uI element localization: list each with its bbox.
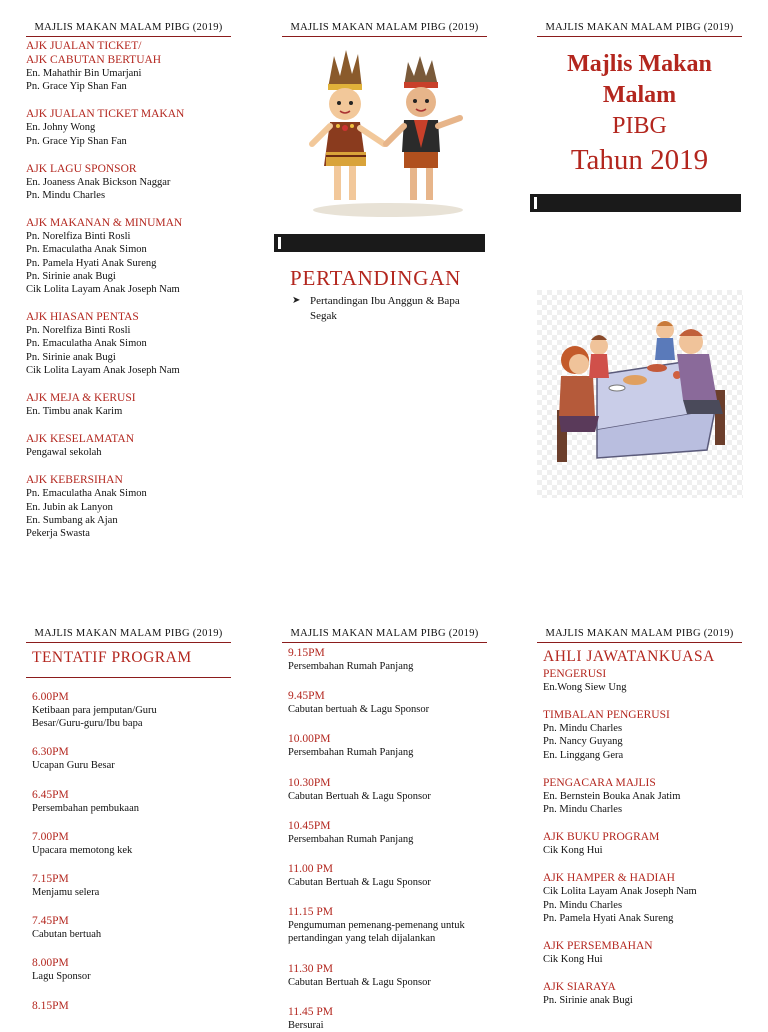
program-desc: Persembahan Rumah Panjang bbox=[288, 747, 414, 759]
member-name: Pengawal sekolah bbox=[26, 447, 102, 459]
program-time: 7.15PM bbox=[32, 873, 69, 886]
program-desc: Pengumuman pemenang-pemenang untuk bbox=[288, 920, 465, 932]
program-item bbox=[288, 689, 487, 716]
committee-section bbox=[543, 776, 742, 816]
program-item bbox=[288, 776, 487, 803]
children-costume-illustration bbox=[300, 48, 475, 220]
program-title: TENTATIF PROGRAM bbox=[26, 649, 231, 678]
member-name: Pn. Mindu Charles bbox=[543, 723, 623, 735]
member-name: Pn. Mindu Charles bbox=[543, 804, 623, 816]
section-title: AJK PERSEMBAHAN bbox=[543, 940, 653, 953]
member-name: En. Timbu anak Karim bbox=[26, 406, 123, 418]
section-title: AJK HIASAN PENTAS bbox=[26, 311, 139, 324]
committee-section bbox=[543, 830, 742, 857]
committee-section bbox=[26, 432, 231, 459]
arrow-bullet-icon: ➤ bbox=[292, 295, 301, 306]
program-item bbox=[32, 872, 231, 899]
program-desc: Upacara memotong kek bbox=[32, 844, 133, 856]
member-name: En. Mahathir Bin Umarjani bbox=[26, 68, 142, 79]
program-item bbox=[288, 905, 487, 945]
section-title: AJK KEBERSIHAN bbox=[26, 474, 123, 487]
program-time: 10.45PM bbox=[288, 819, 331, 832]
program-item bbox=[32, 690, 231, 730]
section-title: AJK MEJA & KERUSI bbox=[26, 392, 136, 405]
program-time: 10.30PM bbox=[288, 776, 331, 789]
program-desc: Cabutan Bertuah & Lagu Sponsor bbox=[288, 790, 431, 802]
competition-section bbox=[290, 266, 490, 324]
member-name: Pn. Norelfiza Binti Rosli bbox=[26, 231, 131, 243]
committee-section bbox=[26, 310, 231, 377]
committee-section bbox=[26, 216, 231, 296]
cover-title-line: Majlis Makan bbox=[567, 51, 712, 77]
child-right-figure bbox=[386, 56, 460, 200]
program-item bbox=[32, 914, 231, 941]
program-item bbox=[32, 999, 231, 1013]
member-name: Pn. Sirinie anak Bugi bbox=[26, 351, 116, 363]
program-desc: Ketibaan para jemputan/Guru bbox=[32, 705, 157, 716]
program-time: 9.45PM bbox=[288, 690, 325, 703]
panel-header: MAJLIS MAKAN MALAM PIBG (2019) bbox=[26, 22, 231, 37]
program-item bbox=[32, 745, 231, 772]
section-title: AJK MAKANAN & MINUMAN bbox=[26, 217, 183, 230]
member-name: Pn. Sirinie anak Bugi bbox=[543, 995, 633, 1007]
program-desc: Persembahan Rumah Panjang bbox=[288, 661, 414, 672]
committee-section bbox=[543, 708, 742, 762]
program-time: 6.30PM bbox=[32, 746, 69, 759]
program-desc: pertandingan yang telah dijalankan bbox=[288, 933, 436, 945]
member-name: Pn. Grace Yip Shan Fan bbox=[26, 135, 127, 147]
panel-program-part1 bbox=[26, 628, 231, 1013]
program-desc: Cabutan bertuah & Lagu Sponsor bbox=[288, 704, 430, 716]
member-name: En.Wong Siew Ung bbox=[543, 682, 627, 693]
competition-item-text: Pertandingan Ibu Anggun & Bapa Segak bbox=[310, 295, 460, 322]
committee-section bbox=[26, 39, 231, 93]
section-title: PENGACARA MAJLIS bbox=[543, 776, 656, 789]
program-desc: Persembahan Rumah Panjang bbox=[288, 833, 414, 845]
panel-competition bbox=[282, 22, 487, 37]
committee-section bbox=[26, 107, 231, 147]
program-time: 6.45PM bbox=[32, 788, 69, 801]
section-title: AJK LAGU SPONSOR bbox=[26, 162, 137, 175]
member-name: Pn. Nancy Guyang bbox=[543, 736, 623, 748]
program-item bbox=[32, 830, 231, 857]
program-desc: Bersurai bbox=[288, 1019, 324, 1031]
program-item bbox=[32, 956, 231, 983]
section-title: AJK JUALAN TICKET/ bbox=[26, 40, 142, 52]
member-name: En. Sumbang ak Ajan bbox=[26, 514, 118, 526]
program-desc: Cabutan bertuah bbox=[32, 929, 102, 941]
member-name: En. Johny Wong bbox=[26, 122, 96, 134]
program-time: 6.00PM bbox=[32, 691, 69, 703]
program-time: 11.00 PM bbox=[288, 863, 333, 876]
program-item bbox=[32, 788, 231, 815]
panel-header: MAJLIS MAKAN MALAM PIBG (2019) bbox=[26, 628, 231, 643]
member-name: Pn. Grace Yip Shan Fan bbox=[26, 81, 127, 93]
committee-section bbox=[26, 162, 231, 202]
section-title: TIMBALAN PENGERUSI bbox=[543, 709, 670, 722]
cover-title bbox=[537, 49, 742, 178]
panel-header: MAJLIS MAKAN MALAM PIBG (2019) bbox=[282, 628, 487, 643]
committee-title: AHLI JAWATANKUASA bbox=[543, 648, 715, 665]
member-name: Cik Kong Hui bbox=[543, 845, 603, 857]
program-item bbox=[288, 1005, 487, 1032]
program-desc: Persembahan pembukaan bbox=[32, 802, 140, 814]
program-time: 11.45 PM bbox=[288, 1005, 333, 1018]
member-name: Pn. Sirinie anak Bugi bbox=[26, 270, 116, 282]
member-name: Pn. Emaculatha Anak Simon bbox=[26, 338, 147, 350]
member-name: En. Linggang Gera bbox=[543, 749, 624, 761]
section-title: AJK HAMPER & HADIAH bbox=[543, 872, 675, 885]
committee-section bbox=[543, 871, 742, 925]
program-item bbox=[288, 646, 487, 673]
section-title: PENGERUSI bbox=[543, 668, 607, 680]
panel-header: MAJLIS MAKAN MALAM PIBG (2019) bbox=[537, 628, 742, 643]
program-desc: Lagu Sponsor bbox=[32, 971, 91, 983]
competition-item bbox=[292, 294, 490, 324]
panel-header: MAJLIS MAKAN MALAM PIBG (2019) bbox=[537, 22, 742, 37]
decorative-black-bar bbox=[274, 234, 485, 252]
member-name: Pn. Emaculatha Anak Simon bbox=[26, 488, 147, 500]
member-name: Pekerja Swasta bbox=[26, 528, 90, 540]
program-time: 9.15PM bbox=[288, 647, 325, 659]
panel-program-part2 bbox=[282, 628, 487, 1032]
program-desc: Ucapan Guru Besar bbox=[32, 760, 115, 772]
section-title: AJK CABUTAN BERTUAH bbox=[26, 54, 162, 66]
program-item bbox=[288, 862, 487, 889]
family-dinner-illustration bbox=[537, 290, 743, 498]
bar-marker bbox=[278, 237, 281, 249]
program-desc: Cabutan Bertuah & Lagu Sponsor bbox=[288, 877, 431, 889]
committee-section bbox=[26, 391, 231, 418]
cover-title-line: Malam bbox=[602, 82, 677, 108]
program-desc: Menjamu selera bbox=[32, 887, 100, 899]
member-name: Pn. Pamela Hyati Anak Sureng bbox=[543, 912, 674, 924]
member-name: En. Bernstein Bouka Anak Jatim bbox=[543, 790, 681, 802]
child-left-figure bbox=[312, 50, 384, 200]
cover-title-line: PIBG bbox=[612, 113, 667, 139]
panel-header: MAJLIS MAKAN MALAM PIBG (2019) bbox=[282, 22, 487, 37]
section-title: AJK BUKU PROGRAM bbox=[543, 831, 660, 844]
committee-section bbox=[26, 473, 231, 540]
program-desc: Besar/Guru-guru/Ibu bapa bbox=[32, 718, 143, 730]
member-name: En. Joaness Anak Bickson Naggar bbox=[26, 176, 171, 188]
section-title: AJK SIARAYA bbox=[543, 981, 616, 994]
program-time: 7.00PM bbox=[32, 830, 69, 843]
committee-section bbox=[543, 667, 742, 694]
panel-committee-main bbox=[537, 628, 742, 1007]
bar-marker bbox=[534, 197, 537, 209]
member-name: Pn. Mindu Charles bbox=[543, 899, 623, 911]
member-name: Cik Lolita Layam Anak Joseph Nam bbox=[26, 364, 180, 376]
program-time: 7.45PM bbox=[32, 915, 69, 928]
competition-title: PERTANDINGAN bbox=[290, 266, 462, 290]
program-item bbox=[288, 732, 487, 759]
member-name: En. Jubin ak Lanyon bbox=[26, 501, 113, 513]
member-name: Pn. Mindu Charles bbox=[26, 190, 106, 202]
program-item bbox=[288, 962, 487, 989]
program-item bbox=[288, 819, 487, 846]
panel-committee-left bbox=[26, 22, 231, 540]
panel-cover bbox=[537, 22, 742, 178]
member-name: Cik Kong Hui bbox=[543, 954, 603, 966]
member-name: Cik Lolita Layam Anak Joseph Nam bbox=[543, 886, 697, 898]
cover-title-line: Tahun 2019 bbox=[570, 144, 709, 176]
section-title: AJK KESELAMATAN bbox=[26, 433, 135, 446]
program-time: 8.00PM bbox=[32, 957, 69, 970]
program-desc: Cabutan Bertuah & Lagu Sponsor bbox=[288, 976, 431, 988]
member-name: Cik Lolita Layam Anak Joseph Nam bbox=[26, 284, 180, 296]
program-time: 10.00PM bbox=[288, 733, 331, 746]
member-name: Pn. Pamela Hyati Anak Sureng bbox=[26, 257, 157, 269]
committee-section bbox=[543, 939, 742, 966]
section-title: AJK JUALAN TICKET MAKAN bbox=[26, 108, 185, 121]
program-time: 11.15 PM bbox=[288, 906, 333, 919]
member-name: Pn. Emaculatha Anak Simon bbox=[26, 244, 147, 256]
committee-section bbox=[543, 980, 742, 1007]
program-time: 11.30 PM bbox=[288, 962, 333, 975]
program-time: 8.15PM bbox=[32, 999, 69, 1012]
member-name: Pn. Norelfiza Binti Rosli bbox=[26, 325, 131, 337]
decorative-black-bar bbox=[530, 194, 741, 212]
